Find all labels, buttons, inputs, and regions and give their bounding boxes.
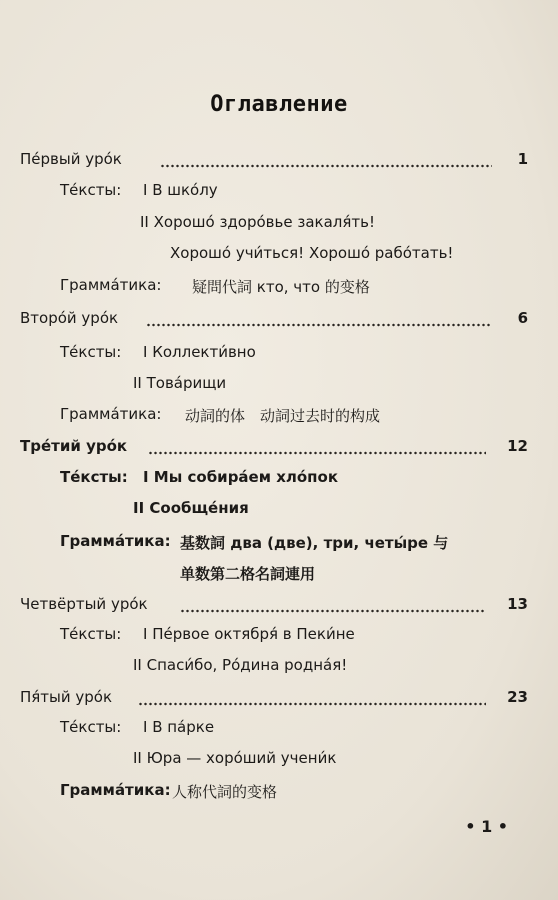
lesson-5-row <box>20 688 528 710</box>
lesson-1-page: 1 <box>517 150 528 168</box>
page-title: Оглавление <box>210 92 348 117</box>
leader-dots <box>160 164 492 168</box>
leader-dots <box>148 451 486 455</box>
lesson-3-grammar-1: 基数詞 два (две), три, четы́ре 与 <box>180 534 449 552</box>
lesson-2-texts-label: Те́ксты: <box>60 343 122 361</box>
lesson-5-texts-label: Те́ксты: <box>60 718 122 736</box>
lesson-3-grammar-label: Грамма́тика: <box>60 532 171 550</box>
lesson-3-texts-label: Те́ксты: <box>60 468 128 486</box>
lesson-3-text-1: I Мы собира́ем хло́пок <box>143 468 339 486</box>
lesson-3-page: 12 <box>507 437 528 455</box>
lesson-5-grammar: 人称代詞的变格 <box>172 783 278 801</box>
lesson-5-text-1: I В па́рке <box>143 718 215 736</box>
lesson-5-page: 23 <box>507 688 528 706</box>
lesson-5-grammar-label: Грамма́тика: <box>60 781 171 799</box>
lesson-3-name: Тре́тий уро́к <box>20 437 128 455</box>
lesson-1-name: Пе́рвый уро́к <box>20 150 122 168</box>
lesson-3-row <box>20 437 528 459</box>
lesson-1-row <box>20 150 528 172</box>
lesson-4-text-2: II Спаси́бо, Ро́дина родна́я! <box>133 656 348 674</box>
leader-dots <box>138 702 486 706</box>
lesson-1-texts-label: Те́ксты: <box>60 181 122 199</box>
lesson-1-grammar-label: Грамма́тика: <box>60 276 162 294</box>
lesson-1-text-2: II Хорошо́ здоро́вье закаля́ть! <box>140 213 375 231</box>
lesson-1-grammar: 疑問代詞 кто, что 的变格 <box>192 278 370 296</box>
lesson-4-page: 13 <box>507 595 528 613</box>
lesson-1-text-2-cont: Хорошо́ учи́ться! Хорошо́ рабо́тать! <box>170 244 454 262</box>
lesson-2-grammar-label: Грамма́тика: <box>60 405 162 423</box>
lesson-2-grammar: 动詞的体 动詞过去时的构成 <box>185 407 381 425</box>
lesson-5-text-2: II Юра — хоро́ший учени́к <box>133 749 337 767</box>
lesson-3-grammar-2: 单数第二格名詞連用 <box>180 565 316 583</box>
lesson-4-text-1: I Пе́рвое октября́ в Пеки́не <box>143 625 355 643</box>
lesson-5-name: Пя́тый уро́к <box>20 688 113 706</box>
lesson-2-text-2: II Това́рищи <box>133 374 227 392</box>
leader-dots <box>180 609 486 613</box>
lesson-4-texts-label: Те́ксты: <box>60 625 122 643</box>
lesson-4-row <box>20 595 528 617</box>
lesson-2-row <box>20 309 528 331</box>
lesson-4-name: Четвёртый уро́к <box>20 595 148 613</box>
leader-dots <box>146 323 492 327</box>
lesson-2-text-1: I Коллекти́вно <box>143 343 256 361</box>
lesson-2-name: Второ́й уро́к <box>20 309 119 327</box>
lesson-2-page: 6 <box>517 309 528 327</box>
lesson-3-text-2: II Сообще́ния <box>133 499 249 517</box>
page-number: • 1 • <box>465 817 508 836</box>
lesson-1-text-1: I В шко́лу <box>143 181 218 199</box>
